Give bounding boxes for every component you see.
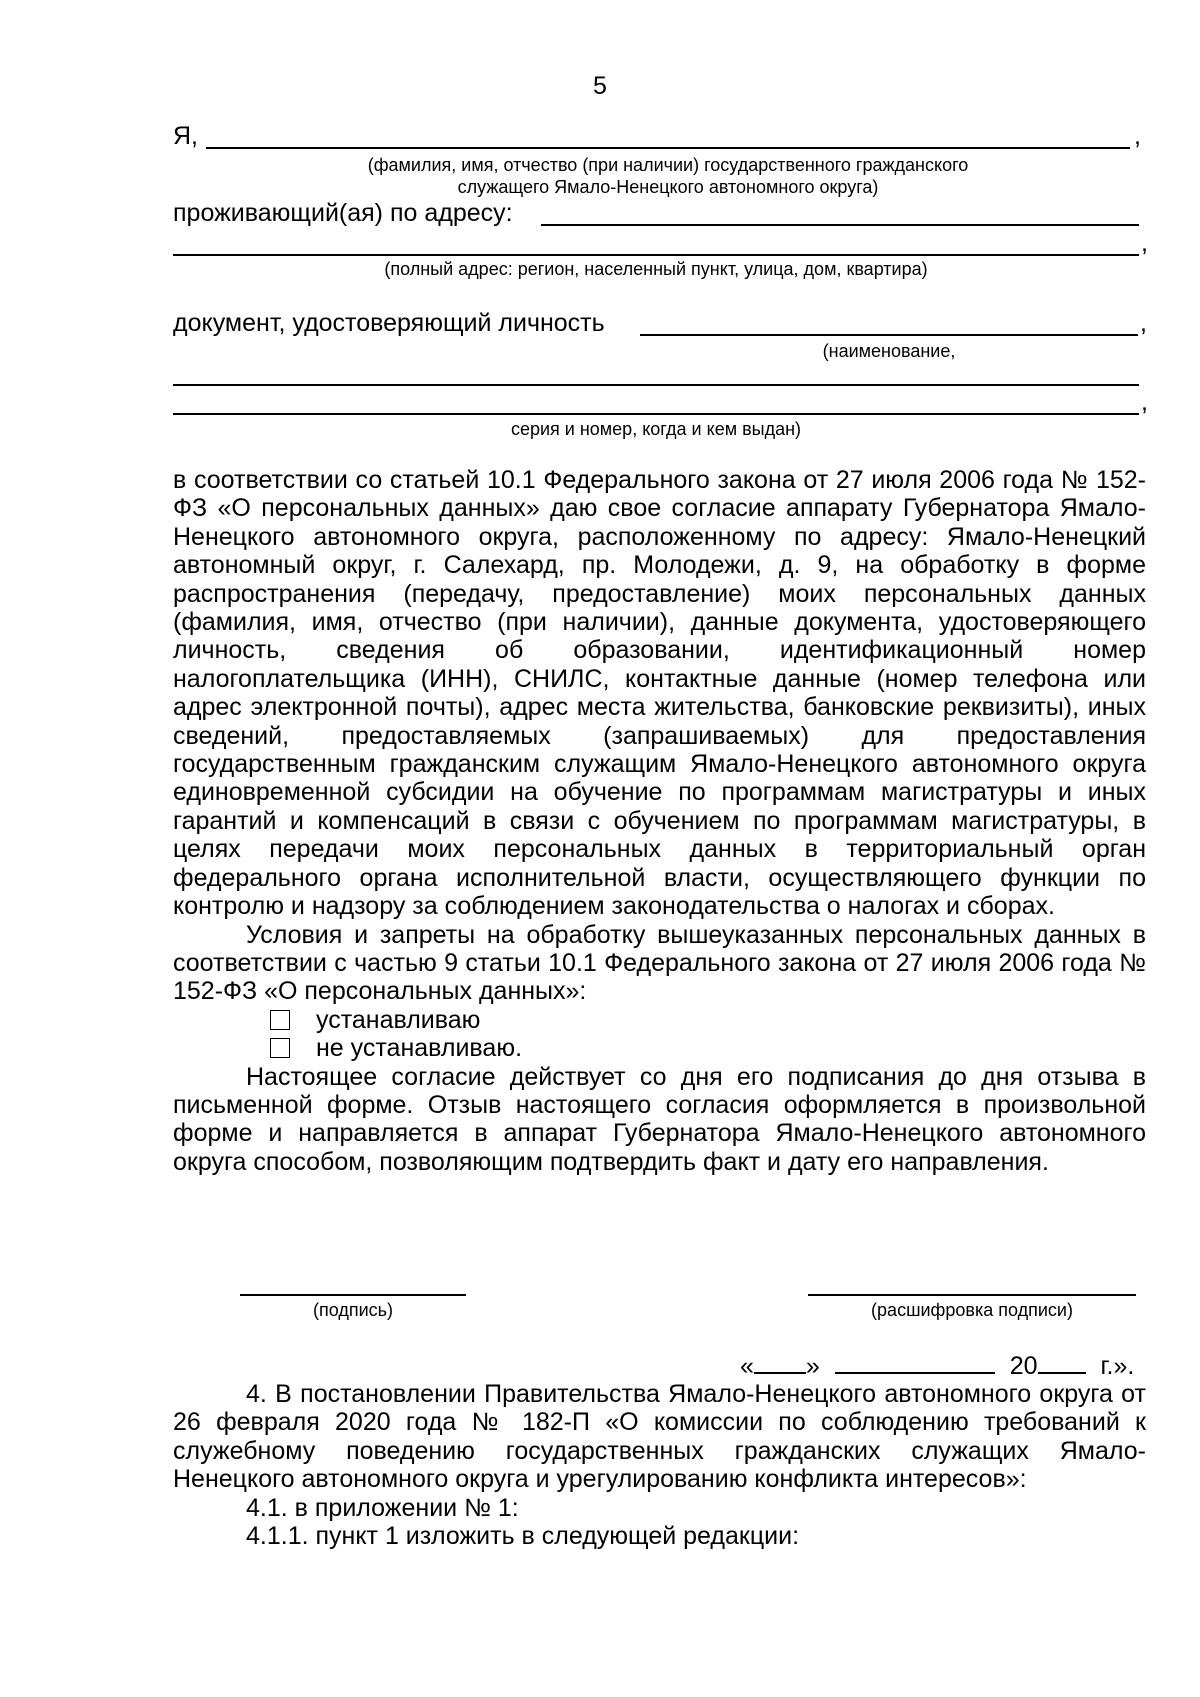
signature-decoding-blank-line[interactable] bbox=[808, 1294, 1136, 1296]
day-blank[interactable] bbox=[754, 1350, 806, 1374]
date-close-quote: » bbox=[805, 1352, 820, 1380]
id-document-blank-line-3[interactable] bbox=[173, 413, 1139, 415]
amendments-body bbox=[173, 1380, 1146, 1550]
name-prefix: Я, bbox=[173, 122, 198, 150]
address-blank-line-1[interactable] bbox=[541, 224, 1139, 226]
option-set-conditions[interactable] bbox=[173, 1006, 1146, 1034]
consent-paragraph: в соответствии со статьей 10.1 Федерального закона от 27 июля 2006 года № 152-ФЗ «О персональных данных» даю свое согласие аппарату Губернатора Ямало-Ненецкого автономного округа, расположенному по адресу: Ямало-Ненецкий автономный округ, г. Салехард, пр. Молодежи, д. 9, на обработку в форме распространения (передачу, предоставление) моих персональных данных (фамилия, имя, отчество (при наличии), данные документа, удостоверяющего личность, сведения об образовании, идентификационный номер налогоплательщика (ИНН), СНИЛС, контактные данные (номер телефона или адрес электронной почты), адрес места жительства, банковские реквизиты), иных сведений, предоставляемых (запрашиваемых) для предоставления государственным гражданским служащим Ямало-Ненецкого автономного округа единовременной субсидии на обучение по программам магистратуры и иных гарантий и компенсаций в связи с обучением по программам магистратуры, в целях передачи моих персональных данных в территориальный орган федерального органа исполнительной власти, осуществляющего функции по контролю и надзору за соблюдением законодательства о налогах и сборах. bbox=[173, 466, 1146, 921]
id-document-line3-comma: , bbox=[1141, 388, 1148, 416]
amendment-item-4: 4. В постановлении Правительства Ямало-Ненецкого автономного округа от 26 февраля 2020 года № 182-П «О комиссии по соблюдению требований к служебному поведению государственных гражданских служащих Ямало-Ненецкого автономного округа и урегулированию конфликта интересов»: bbox=[173, 1380, 1146, 1494]
page-number: 5 bbox=[593, 72, 607, 100]
date-line bbox=[740, 1350, 1134, 1381]
set-conditions-checkbox[interactable] bbox=[270, 1010, 290, 1030]
id-document-blank-line-1[interactable] bbox=[640, 334, 1138, 336]
signature-decoding-caption: (расшифровка подписи) bbox=[871, 1300, 1073, 1320]
full-name-blank-line[interactable] bbox=[206, 147, 1130, 149]
amendment-item-4-1: 4.1. в приложении № 1: bbox=[246, 1493, 519, 1522]
name-line-comma: , bbox=[1134, 122, 1141, 150]
id-document-caption-top: (наименование, bbox=[822, 341, 956, 361]
address-blank-line-2[interactable] bbox=[173, 254, 1139, 256]
set-conditions-label: устанавливаю bbox=[316, 1005, 481, 1034]
id-document-blank-line-2[interactable] bbox=[173, 384, 1139, 386]
id-document-label: документ, удостоверяющий личность bbox=[173, 309, 605, 337]
signature-caption: (подпись) bbox=[312, 1300, 394, 1320]
option-no-conditions[interactable] bbox=[173, 1034, 1146, 1062]
consent-body bbox=[173, 466, 1146, 1176]
address-caption: (полный адрес: регион, населенный пункт, улица, дом, квартира) bbox=[384, 259, 928, 279]
address-line-comma: , bbox=[1141, 229, 1148, 257]
year-prefix: 20 bbox=[1009, 1352, 1038, 1380]
year-suffix: г.». bbox=[1100, 1352, 1135, 1380]
full-name-caption-line1: (фамилия, имя, отчество (при наличии) государственного гражданского bbox=[367, 155, 969, 175]
amendment-item-4-1-1: 4.1.1. пункт 1 изложить в следующей редакции: bbox=[246, 1522, 800, 1551]
month-blank[interactable] bbox=[835, 1350, 995, 1374]
no-conditions-label: не устанавливаю. bbox=[316, 1034, 523, 1063]
id-document-line1-comma: , bbox=[1140, 309, 1147, 337]
conditions-paragraph: Условия и запреты на обработку вышеуказанных персональных данных в соответствии с частью 9 статьи 10.1 Федерального закона от 27 июля 2006 года № 152-ФЗ «О персональных данных»: bbox=[173, 920, 1146, 1006]
address-label: проживающий(ая) по адресу: bbox=[173, 199, 513, 227]
id-document-caption-bottom: серия и номер, когда и кем выдан) bbox=[510, 419, 802, 439]
full-name-caption-line2: служащего Ямало-Ненецкого автономного округа) bbox=[457, 177, 879, 197]
no-conditions-checkbox[interactable] bbox=[270, 1038, 290, 1058]
year-blank[interactable] bbox=[1038, 1350, 1086, 1374]
date-open-quote: « bbox=[740, 1352, 754, 1380]
validity-paragraph: Настоящее согласие действует со дня его подписания до дня отзыва в письменной форме. Отзыв настоящего согласия оформляется в произвольной форме и направляется в аппарат Губернатора Ямало-Ненецкого автономного округа способом, позволяющим подтвердить факт и дату его направления. bbox=[173, 1062, 1146, 1176]
signature-blank-line[interactable] bbox=[240, 1294, 466, 1296]
